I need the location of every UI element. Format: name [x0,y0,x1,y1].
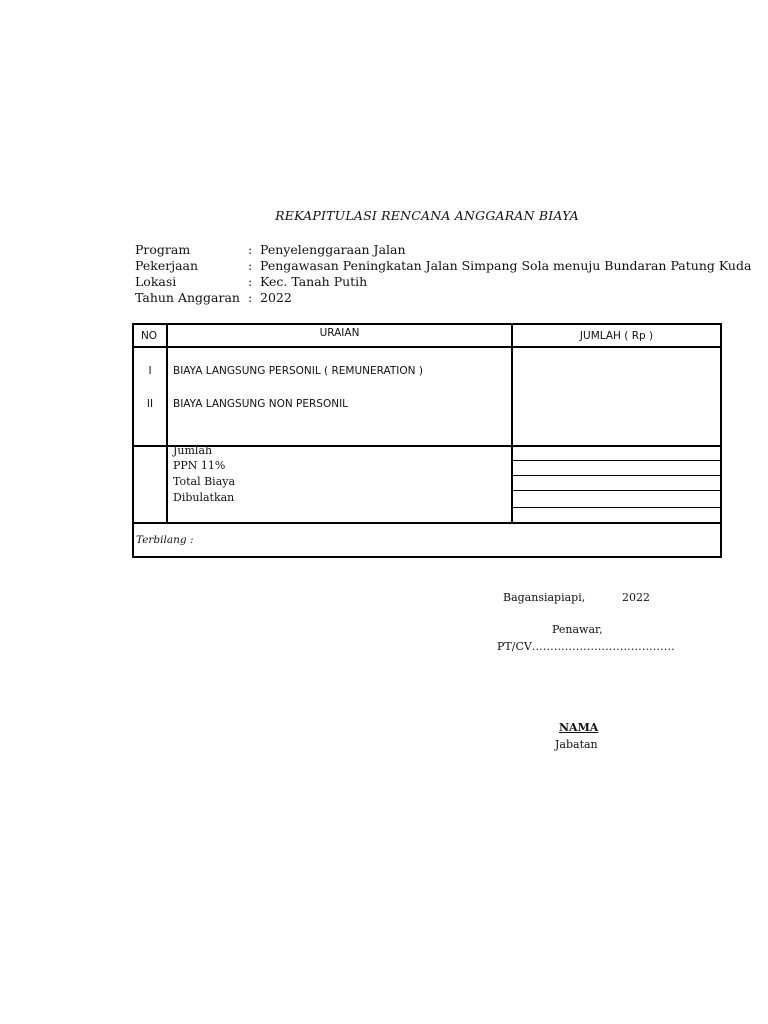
summary-line [512,475,721,476]
summary-line [512,460,721,461]
meta-label: Lokasi [135,274,177,289]
meta-value: 2022 [260,290,292,305]
header-no: NO [140,330,158,342]
row-no: I [148,365,152,377]
col-divider-jumlah [511,323,513,523]
meta-value: Kec. Tanah Putih [260,274,368,289]
meta-label: Program [135,242,191,257]
table-border-bottom [132,556,722,558]
signature-place: Bagansiapiapi, [503,591,586,604]
row-no: II [146,398,154,410]
summary-total: Total Biaya [173,475,236,488]
signature-role: Penawar, [552,623,603,636]
meta-colon: : [248,290,253,305]
summary-dibulatkan: Dibulatkan [173,491,235,504]
budget-table [132,323,722,558]
meta-value: Penyelenggaraan Jalan [260,242,406,257]
meta-colon: : [248,274,253,289]
header-uraian: URAIAN [319,327,360,339]
row-uraian: BIAYA LANGSUNG PERSONIL ( REMUNERATION ) [173,365,423,377]
summary-line [512,507,721,508]
meta-row-lokasi [0,274,768,290]
terbilang-label: Terbilang : [136,534,194,546]
meta-colon: : [248,258,253,273]
body-divider [132,445,722,447]
document-title: REKAPITULASI RENCANA ANGGARAN BIAYA [275,208,579,223]
meta-row-program [0,242,768,258]
meta-label: Pekerjaan [135,258,199,273]
meta-row-tahun [0,290,768,306]
signature-company: PT/CV………………………………… [497,640,675,653]
meta-colon: : [248,242,253,257]
header-divider [132,346,722,348]
header-jumlah: JUMLAH ( Rp ) [579,330,654,342]
summary-divider [132,522,722,524]
signature-position: Jabatan [555,738,598,751]
summary-jumlah: Jumlah [173,444,213,457]
meta-row-pekerjaan [0,258,768,274]
summary-ppn: PPN 11% [173,459,226,472]
row-uraian: BIAYA LANGSUNG NON PERSONIL [173,398,349,410]
table-border-top [132,323,722,325]
meta-value: Pengawasan Peningkatan Jalan Simpang Sola menuju Bundaran Patung Kuda [260,258,752,273]
signature-year: 2022 [622,591,650,604]
col-divider-no [166,323,168,523]
signature-name: NAMA [559,721,599,734]
meta-label: Tahun Anggaran [135,290,240,305]
summary-line [512,490,721,491]
